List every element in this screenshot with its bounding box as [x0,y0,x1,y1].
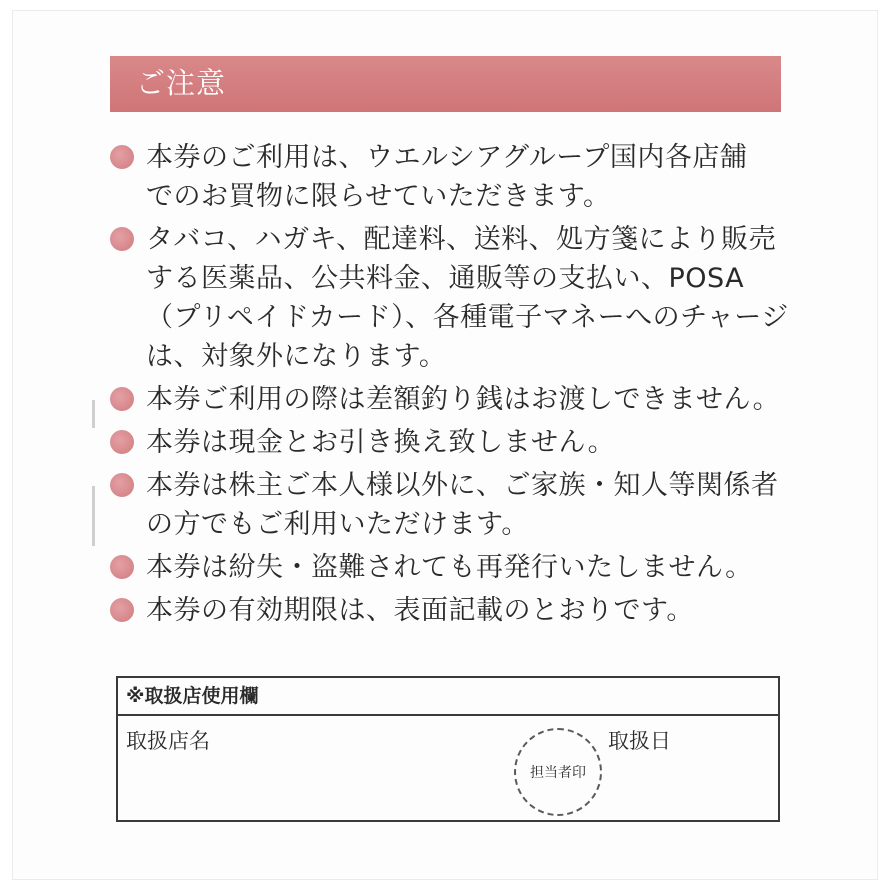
notice-item [110,591,790,630]
notice-line: （プリペイドカード）、各種電子マネーへのチャージ [146,302,789,333]
stamp-label: 担当者印 [530,765,586,781]
bullet-dot-icon [110,227,134,251]
notice-line: 本券のご利用は、ウエルシアグループ国内各店舗 [146,142,748,173]
notice-line: でのお買物に限らせていただきます。 [146,181,611,212]
notice-line: 本券は現金とお引き換え致しません。 [146,427,616,458]
scan-mark [92,400,95,428]
notice-item [110,138,790,216]
notice-item [110,380,790,419]
notice-line: 本券は紛失・盗難されても再発行いたしません。 [146,552,753,583]
notice-header [110,56,781,112]
bullet-dot-icon [110,387,134,411]
notice-line: する医薬品、公共料金、通販等の支払い、POSA [146,263,745,294]
stamp-circle [514,728,602,816]
date-label: 取扱日 [608,729,671,753]
notice-line: 本券は株主ご本人様以外に、ご家族・知人等関係者 [146,470,779,501]
bullet-dot-icon [110,598,134,622]
notice-line: 本券ご利用の際は差額釣り銭はお渡しできません。 [146,384,781,415]
store-use-title: ※取扱店使用欄 [126,685,259,707]
notice-item [110,548,790,587]
notice-line: は、対象外になります。 [146,341,447,372]
scan-mark [92,486,95,546]
bullet-dot-icon [110,473,134,497]
notice-line: 本券の有効期限は、表面記載のとおりです。 [146,595,694,626]
bullet-dot-icon [110,555,134,579]
bullet-dot-icon [110,430,134,454]
notice-item [110,466,790,544]
store-use-header [118,678,778,716]
notice-item [110,423,790,462]
notice-item [110,220,790,376]
store-use-box [116,676,780,822]
bullet-dot-icon [110,145,134,169]
notice-list [110,138,790,634]
notice-line: の方でもご利用いただけます。 [146,509,529,540]
notice-title: ご注意 [136,66,227,100]
store-name-label: 取扱店名 [126,729,210,753]
notice-line: タバコ、ハガキ、配達料、送料、処方箋により販売 [146,224,777,255]
